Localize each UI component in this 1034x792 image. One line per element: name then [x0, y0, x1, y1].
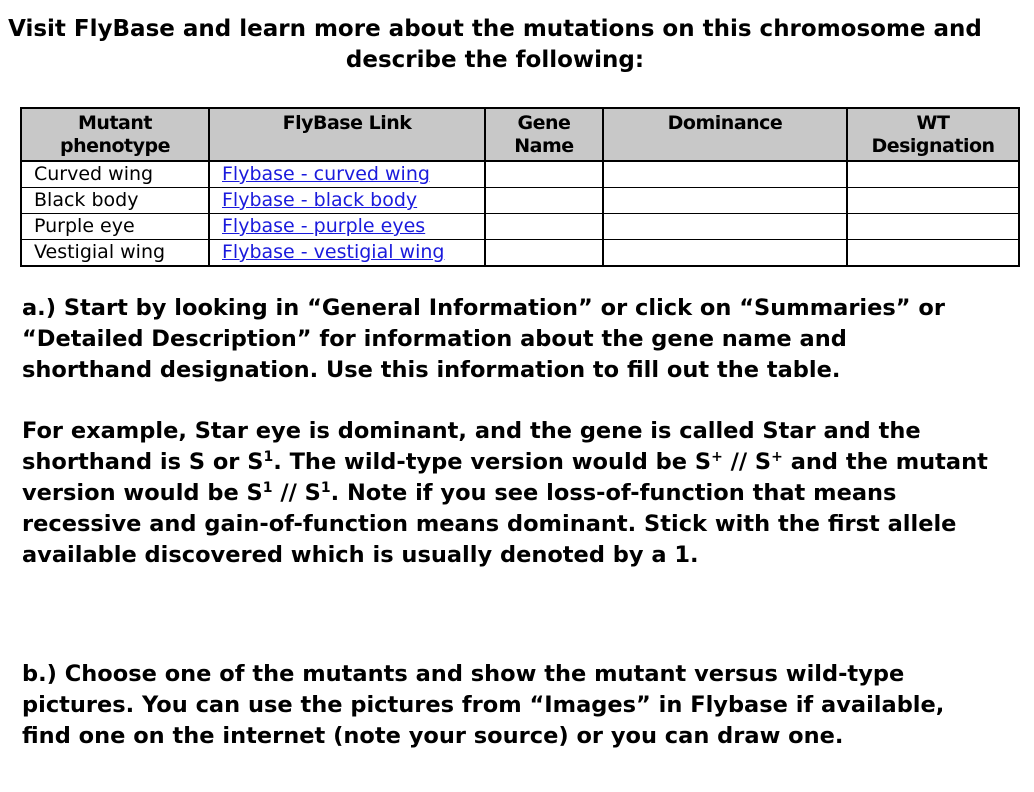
example-paragraph: For example, Star eye is dominant, and the gene is called Star and the shorthand is S or $S^1$. The wild-type version would be S+ // S+ and the mutant version would be $S^1 // S^1$. Note if you see loss-of-function that means recessive and gain-of-function means dominant. Stick with the first allele available discovered which is usually denoted by a 1.: [22, 418, 988, 568]
wt-designation-cell[interactable]: [847, 240, 1019, 267]
superscript-plus: +: [711, 449, 723, 465]
link-cell: [209, 240, 485, 267]
phenotype-cell: Curved wing: [21, 161, 209, 188]
header-wt-designation: WT Designation: [847, 108, 1019, 161]
dominance-cell[interactable]: [603, 161, 847, 188]
superscript-plus: +: [771, 449, 783, 465]
dominance-cell[interactable]: [603, 240, 847, 267]
dominance-cell[interactable]: [603, 214, 847, 240]
gene-name-cell[interactable]: [485, 188, 603, 214]
superscript-1: 1: [320, 480, 331, 496]
header-mutant-phenotype: Mutant phenotype: [21, 108, 209, 161]
header-gene-name: Gene Name: [485, 108, 603, 161]
gene-name-cell[interactable]: [485, 161, 603, 188]
link-cell: [209, 214, 485, 240]
header-flybase-link: FlyBase Link: [209, 108, 485, 161]
table-row: [21, 188, 1019, 214]
title-line-1: Visit FlyBase and learn more about the mutations on this chromosome and: [8, 16, 982, 42]
table-header-row: [21, 108, 1019, 161]
phenotype-cell: Vestigial wing: [21, 240, 209, 267]
instruction-b: b.) Choose one of the mutants and show the mutant versus wild-type pictures. You can use the pictures from “Images” in Flybase if available, find one on the internet (note your source) or you can draw one.: [22, 661, 945, 749]
instruction-a: a.) Start by looking in “General Information” or click on “Summaries” or “Detailed Description” for information about the gene name and shorthand designation. Use this information to fill out the table.: [22, 295, 945, 383]
mutation-table: [20, 107, 1020, 267]
flybase-link-curved-wing[interactable]: Flybase - curved wing: [222, 163, 430, 185]
superscript-1: 1: [263, 449, 274, 465]
header-dominance: Dominance: [603, 108, 847, 161]
flybase-link-vestigial-wing[interactable]: Flybase - vestigial wing: [222, 241, 445, 263]
wt-designation-cell[interactable]: [847, 188, 1019, 214]
table-row: [21, 240, 1019, 267]
link-cell: [209, 161, 485, 188]
wt-designation-cell[interactable]: [847, 161, 1019, 188]
gene-name-cell[interactable]: [485, 214, 603, 240]
phenotype-cell: Black body: [21, 188, 209, 214]
table-row: [21, 214, 1019, 240]
link-cell: [209, 188, 485, 214]
flybase-link-black-body[interactable]: Flybase - black body: [222, 189, 418, 211]
phenotype-cell: Purple eye: [21, 214, 209, 240]
flybase-link-purple-eyes[interactable]: Flybase - purple eyes: [222, 215, 426, 237]
page-title: [0, 14, 990, 76]
dominance-cell[interactable]: [603, 188, 847, 214]
wt-designation-cell[interactable]: [847, 214, 1019, 240]
gene-name-cell[interactable]: [485, 240, 603, 267]
title-line-2: describe the following:: [345, 47, 645, 73]
superscript-1: 1: [262, 480, 273, 496]
table-row: [21, 161, 1019, 188]
